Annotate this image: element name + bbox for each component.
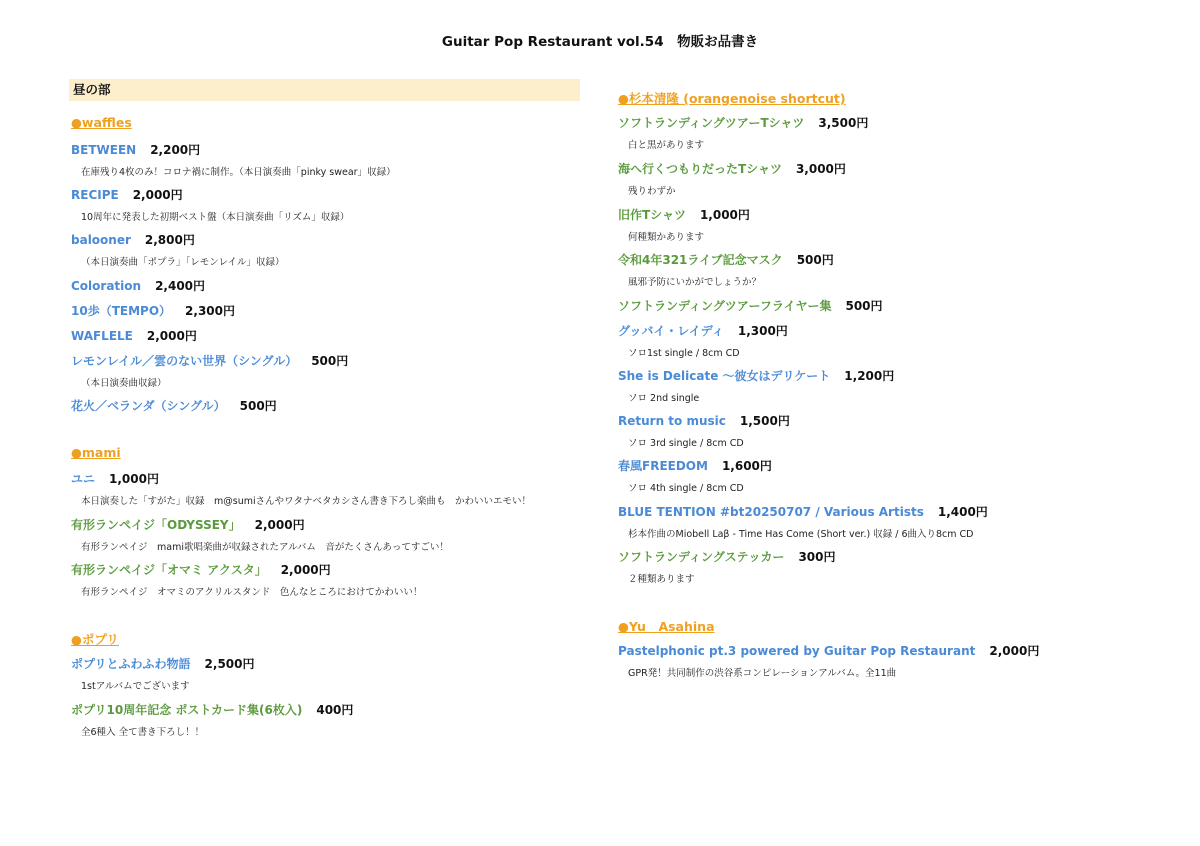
item-name: 令和4年321ライブ記念マスク (618, 253, 783, 267)
item-note: 残りわずか (628, 186, 676, 197)
item-price: 2,200円 (150, 143, 201, 157)
item-note: 1stアルバムでございます (81, 681, 190, 692)
menu-item (71, 231, 195, 248)
menu-item (71, 141, 200, 158)
menu-item (71, 397, 277, 414)
item-price: 2,000円 (254, 518, 305, 532)
item-name: ポプリ10周年記念 ポストカード集(6枚入) (71, 703, 303, 717)
menu-item (71, 277, 205, 294)
item-name: 春風FREEDOM (618, 459, 708, 473)
item-note: GPR発！共同制作の渋谷系コンピレーションアルバム。全11曲 (628, 668, 897, 679)
item-price: 3,500円 (818, 116, 869, 130)
menu-item (71, 561, 331, 578)
item-price: 2,400円 (155, 279, 206, 293)
menu-item (71, 655, 255, 672)
menu-item (71, 302, 235, 319)
item-name: 10歩（TEMPO） (71, 304, 172, 318)
item-price: 2,500円 (204, 657, 255, 671)
item-name: ソフトランディングステッカー (618, 550, 785, 564)
menu-item (71, 327, 197, 344)
item-price: 500円 (239, 399, 277, 413)
menu-item (618, 642, 1039, 659)
item-price: 400円 (316, 703, 354, 717)
item-note: ソロ 2nd single (628, 393, 700, 404)
item-price: 300円 (798, 550, 836, 564)
item-note: 有形ランペイジ mami歌唱楽曲が収録されたアルバム 音がたくさんあってすごい！ (81, 542, 449, 553)
item-price: 500円 (311, 354, 349, 368)
item-note: 在庫残り4枚のみ！コロナ禍に制作。（本日演奏曲「pinky swear」収録） (81, 167, 396, 178)
menu-item (71, 470, 159, 487)
item-price: 1,500円 (739, 414, 790, 428)
item-name: RECIPE (71, 188, 119, 202)
menu-item (618, 548, 836, 565)
artist-heading: ●mami (71, 445, 121, 460)
item-name: WAFLELE (71, 329, 133, 343)
item-note: 10周年に発表した初期ベスト盤（本日演奏曲「リズム」収録） (81, 212, 350, 223)
item-price: 2,800円 (144, 233, 195, 247)
item-name: Coloration (71, 279, 142, 293)
item-price: 3,000円 (795, 162, 846, 176)
item-note: 杉本作曲のMiobell Laβ - Time Has Come (Short ver.) 収録 / 6曲入り8cm CD (628, 529, 974, 540)
item-price: 2,000円 (989, 644, 1040, 658)
item-note: 風邪予防にいかがでしょうか？ (628, 277, 762, 288)
item-note: 本日演奏した「すがた」収録 m@sumiさんやワタナベタカシさん書き下ろし楽曲も かわいいエモい！ (81, 496, 532, 507)
section-label: 昼の部 (69, 79, 580, 101)
item-price: 500円 (796, 253, 834, 267)
item-note: ソロ 4th single / 8cm CD (628, 483, 744, 494)
page-title: Guitar Pop Restaurant vol.54 物販お品書き (441, 34, 759, 50)
menu-item (618, 367, 894, 384)
menu-item (618, 114, 868, 131)
item-note: ソロ 3rd single / 8cm CD (628, 438, 744, 449)
menu-item (71, 701, 353, 718)
item-price: 2,000円 (280, 563, 331, 577)
item-name: 海へ行くつもりだったTシャツ (618, 162, 782, 176)
item-name: 有形ランペイジ「ODYSSEY」 (71, 518, 241, 532)
item-name: レモンレイル／雲のない世界（シングル） (71, 354, 298, 368)
item-name: balooner (71, 233, 131, 247)
artist-heading: ●Yu Asahina (618, 619, 715, 634)
menu-item (618, 503, 988, 520)
item-note: 何種類かあります (628, 232, 705, 243)
item-name: ユニ (71, 472, 96, 486)
item-price: 500円 (845, 299, 883, 313)
item-price: 2,000円 (146, 329, 197, 343)
item-name: 花火／ベランダ（シングル） (71, 399, 226, 413)
menu-item (618, 412, 790, 429)
menu-item (71, 186, 183, 203)
artist-heading: ●杉本清隆 (orangenoise shortcut) (618, 91, 846, 106)
item-name: BETWEEN (71, 143, 137, 157)
menu-item (71, 516, 305, 533)
artist-heading: ●ポプリ (71, 632, 119, 647)
menu-item (618, 160, 846, 177)
item-price: 2,300円 (185, 304, 235, 318)
item-price: 1,400円 (937, 505, 988, 519)
menu-item (618, 322, 788, 339)
menu-item (618, 251, 834, 268)
item-name: She is Delicate 〜彼女はデリケート (618, 369, 831, 383)
item-name: BLUE TENTION #bt20250707 / Various Artists (618, 505, 924, 519)
menu-item (618, 206, 750, 223)
item-note: 白と黒があります (628, 140, 705, 151)
menu-item (71, 352, 348, 369)
item-price: 1,300円 (737, 324, 788, 338)
item-name: Return to music (618, 414, 726, 428)
item-name: Pastelphonic pt.3 powered by Guitar Pop Restaurant (618, 644, 976, 658)
item-note: （本日演奏曲収録） (81, 378, 167, 389)
item-name: 旧作Tシャツ (618, 208, 686, 222)
item-note: 全6種入 全て書き下ろし！！ (81, 727, 205, 738)
item-note: ソロ1st single / 8cm CD (628, 348, 740, 359)
item-price: 1,600円 (721, 459, 772, 473)
item-name: グッバイ・レイディ (618, 324, 724, 338)
item-price: 1,000円 (699, 208, 750, 222)
item-price: 1,200円 (844, 369, 895, 383)
item-note: 有形ランペイジ オマミのアクリルスタンド 色んなところにおけてかわいい！ (81, 587, 423, 598)
menu-item (618, 297, 883, 314)
item-name: ポプリとふわふわ物語 (71, 657, 191, 671)
artist-heading: ●waffles (71, 115, 132, 130)
item-name: ソフトランディングツアーTシャツ (618, 116, 805, 130)
item-name: ソフトランディングツアーフライヤー集 (618, 299, 832, 313)
item-price: 1,000円 (109, 472, 159, 486)
item-note: （本日演奏曲「ポプラ」「レモンレイル」収録） (81, 257, 285, 268)
item-price: 2,000円 (132, 188, 183, 202)
item-note: ２種類あります (628, 574, 695, 585)
item-name: 有形ランペイジ「オマミ アクスタ」 (71, 563, 267, 577)
menu-item (618, 457, 772, 474)
